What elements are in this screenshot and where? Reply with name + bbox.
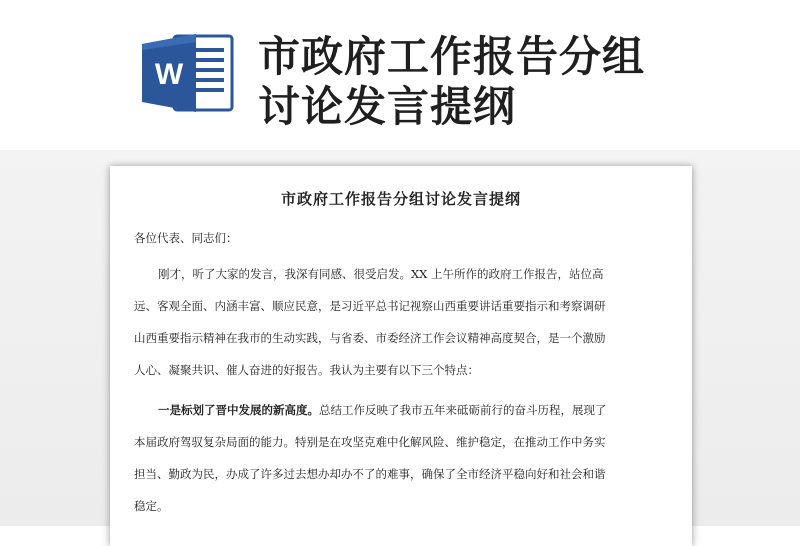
paragraph-2 — [134, 394, 666, 522]
paragraph-line — [134, 394, 666, 426]
banner-title-line1: 市政府工作报告分组 — [258, 32, 646, 81]
paragraph-line: 稳定。 — [134, 499, 169, 513]
document-title: 市政府工作报告分组讨论发言提纲 — [280, 190, 521, 208]
paragraph-1 — [134, 258, 666, 386]
paragraph-line: 人心、凝聚共识、催人奋进的好报告。我认为主要有以下三个特点： — [134, 363, 479, 377]
paragraph-line: 刚才，听了大家的发言，我深有同感、很受启发。XX 上午所作的政府工作报告，站位高 — [158, 267, 604, 281]
paragraph-text: 总结工作反映了我市五年来砥砺前行的奋斗历程，展现了 — [319, 403, 607, 417]
paragraph-heading: 一是标划了晋中发展的新高度。 — [158, 403, 319, 417]
document-page — [110, 166, 692, 546]
header-banner — [0, 0, 800, 160]
salutation: 各位代表、同志们： — [134, 231, 238, 245]
paragraph-line: 本届政府驾驭复杂局面的能力。特别是在攻坚克难中化解风险、维护稳定，在推动工作中务实 — [134, 435, 606, 449]
banner-title — [258, 32, 778, 132]
paragraph-line: 山西重要指示精神在我市的生动实践，与省委、市委经济工作会议精神高度契合，是一个激励 — [134, 331, 606, 345]
word-document-icon — [138, 32, 236, 114]
banner-title-line2: 讨论发言提纲 — [258, 82, 517, 131]
word-icon-letter: W — [154, 58, 184, 91]
paragraph-line: 担当、勤政为民，办成了许多过去想办却办不了的难事，确保了全市经济平稳向好和社会和谐 — [134, 467, 606, 481]
paragraph-line: 远、客观全面、内涵丰富、顺应民意，是习近平总书记视察山西重要讲话重要指示和考察调研 — [134, 299, 606, 313]
